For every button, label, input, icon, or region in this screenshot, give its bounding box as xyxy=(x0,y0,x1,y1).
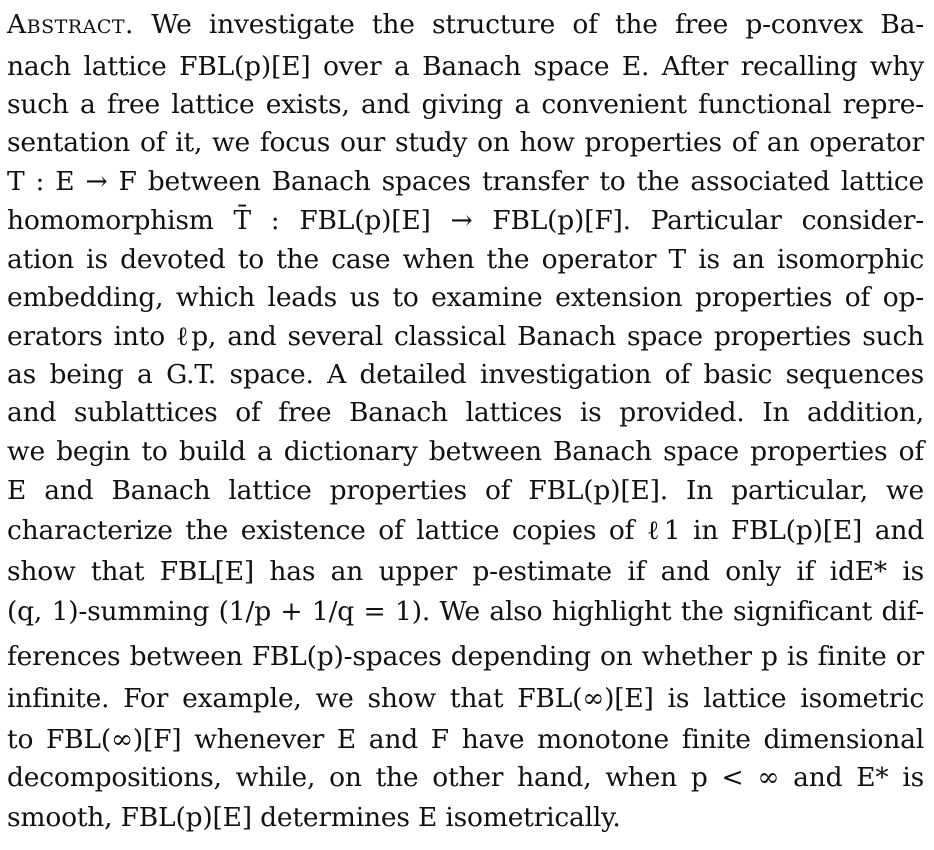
abstract-line-20: decompositions, while, on the other hand, when p < ∞ and E* is xyxy=(7,762,924,793)
abstract-line-19: to FBL(∞)[F] whenever E and F have monotone finite dimensional xyxy=(7,724,924,755)
abstract-line-21: smooth, FBL(p)[E] determines E isometrically. xyxy=(7,802,621,833)
abstract-line-18: infinite. For example, we show that FBL(∞)[E] is lattice isometric xyxy=(7,683,924,714)
abstract-line-17: ferences between FBL(p)-spaces depending on whether p is finite or xyxy=(7,641,924,672)
abstract-line-9: erators into ℓp, and several classical Banach space properties such xyxy=(7,321,924,352)
abstract-line-3: such a free lattice exists, and giving a convenient functional repre- xyxy=(7,89,924,120)
abstract-line-11: and sublattices of free Banach lattices is provided. In addition, xyxy=(7,397,924,428)
abstract-line-15: show that FBL[E] has an upper p-estimate if and only if idE* is xyxy=(7,556,924,587)
abstract-line-4: sentation of it, we focus our study on how properties of an operator xyxy=(7,127,924,158)
abstract-line-10: as being a G.T. space. A detailed investigation of basic sequences xyxy=(7,359,924,390)
abstract-line-14: characterize the existence of lattice copies of ℓ1 in FBL(p)[E] and xyxy=(7,515,924,546)
abstract-line-8: embedding, which leads us to examine extension properties of op- xyxy=(7,282,924,313)
abstract-line-6: homomorphism T̄ : FBL(p)[E] → FBL(p)[F]. Particular consider- xyxy=(7,205,924,236)
abstract-heading: Abstract. xyxy=(7,9,134,40)
abstract-line-1 xyxy=(7,6,924,44)
abstract-line-2: nach lattice FBL(p)[E] over a Banach space E. After recalling why xyxy=(7,51,924,82)
abstract-line-5: T : E → F between Banach spaces transfer to the associated lattice xyxy=(7,166,924,197)
abstract-line-text: We investigate the structure of the free p-convex Ba- xyxy=(151,9,924,40)
abstract-line-7: ation is devoted to the case when the operator T is an isomorphic xyxy=(7,244,924,275)
abstract-line-16: (q, 1)-summing (1/p + 1/q = 1). We also highlight the significant dif- xyxy=(7,596,924,627)
abstract-line-12: we begin to build a dictionary between Banach space properties of xyxy=(7,436,924,467)
abstract-line-13: E and Banach lattice properties of FBL(p)[E]. In particular, we xyxy=(7,475,924,506)
